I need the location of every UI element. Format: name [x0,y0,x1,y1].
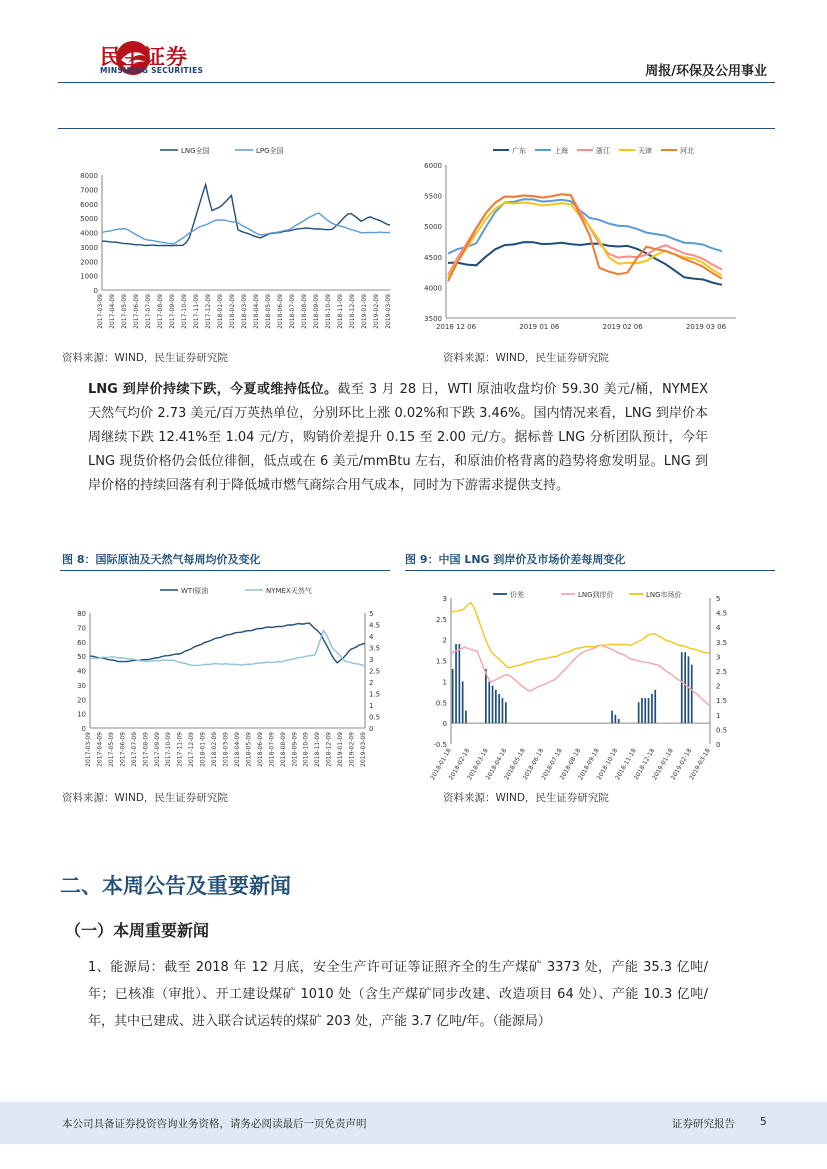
x-tick-label: 2018-02-09 [229,294,236,329]
legend-label-4: 河北 [680,147,694,155]
x-tick-label: 2018-04-09 [253,294,260,329]
x-tick-label: 2018-03-09 [222,732,230,767]
x-tick-label: 2017-11-09 [176,732,184,767]
y-left-tick-label: 0.5 [435,699,447,708]
spread-bar [485,669,487,723]
y-tick-label: 3500 [424,315,442,323]
y-right-tick-label: 3 [716,653,721,662]
x-tick-label: 2018-06-09 [256,732,264,767]
y-right-tick-label: 1.5 [369,690,381,699]
lng-paragraph-lead: LNG 到岸价持续下跌，今夏或维持低位。 [88,382,338,397]
y-right-tick-label: 5 [369,610,374,618]
spread-bar [505,702,507,723]
figure-9-title-rule [405,570,775,571]
spread-bar [452,669,454,723]
y-tick-label: 5000 [80,215,98,224]
legend-label-0: 价差 [510,591,524,599]
y-tick-label: 8000 [80,172,98,180]
x-tick-label: 2017-06-09 [119,732,127,767]
y-right-tick-label: 2.5 [716,668,728,676]
x-tick-label: 2018-02-18 [447,747,472,782]
figure-8-title: 图 8：国际原油及天然气每周均价及变化 [62,553,261,566]
spread-bar [495,690,497,723]
spread-bar [455,644,457,723]
y-left-tick-label: 1 [442,678,447,687]
x-tick-label: 2018-01-09 [217,294,224,329]
report-type: 周报/环保及公用事业 [645,64,767,79]
x-tick-label: 2019-03-09 [385,294,392,329]
x-tick-label: 2017-05-09 [121,294,128,329]
x-tick-label: 2018-11-09 [337,294,344,329]
x-tick-label: 2017-04-09 [96,732,104,767]
y-right-tick-label: 0.5 [369,713,381,722]
series-wti [90,623,365,663]
spread-bar [681,652,683,723]
y-tick-label: 4500 [424,253,442,262]
y-tick-label: 7000 [80,186,98,195]
x-tick-label: 2017-07-09 [145,294,152,329]
y-right-tick-label: 4.5 [716,609,728,618]
spread-bar [488,681,490,723]
x-tick-label: 2018-04-18 [484,747,509,782]
header-divider [58,82,775,83]
x-tick-label: 2019-02-09 [373,294,380,329]
legend-label-0: 广东 [512,147,526,155]
series-lng-market-price [451,603,710,668]
x-tick-label: 2019-02-18 [669,747,694,782]
x-tick-label: 2018-12-09 [325,732,333,767]
y-left-tick-label: 0 [442,720,447,729]
logo-english-name: MINSHENG SECURITIES [100,66,204,75]
subsection-heading: （一）本周重要新闻 [65,921,210,940]
x-tick-label: 2018-02-09 [211,732,219,767]
spread-bar [691,665,693,723]
y-right-tick-label: 1 [716,711,721,720]
y-tick-label: 6000 [424,162,442,170]
y-left-tick-label: 10 [77,710,86,719]
y-right-tick-label: 3.5 [716,638,728,647]
series-4 [448,194,722,281]
oil-gas-weekly-price-chart [60,578,400,783]
logo-chinese-name: 民生证券 [100,45,188,69]
y-right-tick-label: 3 [369,656,374,664]
x-tick-label: 2019-03-18 [688,747,712,782]
legend-label-0: WTI原油 [181,587,209,595]
x-tick-label: 2017-08-09 [157,294,164,329]
x-tick-label: 2017-09-09 [153,732,161,767]
y-right-tick-label: 1 [369,702,374,710]
x-tick-label: 2019 01 06 [519,323,560,331]
figure-top-divider [58,128,775,129]
y-right-tick-label: 0.5 [716,726,728,735]
x-tick-label: 2018-07-09 [289,294,296,329]
spread-bar [644,698,646,723]
y-left-tick-label: 2 [442,636,447,645]
x-tick-label: 2018-08-09 [301,294,308,329]
x-tick-label: 2018-12-18 [632,747,657,782]
lng-spread-weekly-chart [405,578,775,783]
y-tick-label: 4000 [80,229,98,238]
y-left-tick-label: 40 [77,667,86,676]
x-tick-label: 2018-04-09 [233,732,241,767]
x-tick-label: 2018-11-18 [614,747,638,782]
x-tick-label: 2017-03-09 [85,732,92,767]
spread-bar [651,694,653,723]
x-tick-label: 2017-12-09 [205,294,212,329]
y-tick-label: 5000 [424,223,442,232]
x-tick-label: 2018-03-09 [241,294,248,329]
spread-bar [638,702,640,723]
y-right-tick-label: 0 [369,725,374,733]
x-tick-label: 2018-05-18 [503,747,527,782]
news-item-1: 1、能源局：截至 2018 年 12 月底，安全生产许可证等证照齐全的生产煤矿 3373 处，产能 35.3 亿吨/年；已核准（审批）、开工建设煤矿 1010 处（含生产煤矿同步改建、改造项目 64 处）、产能 10.3 亿吨/年，其中已建成、进入联合试运转的煤矿 203 处，产能 3.7 亿吨/年。（能源局） [88,960,708,1029]
y-right-tick-label: 1.5 [716,697,728,706]
x-tick-label: 2017-10-09 [181,294,188,329]
x-tick-label: 2017-03-09 [97,294,104,329]
x-tick-label: 2018-05-09 [265,294,272,329]
footer-report-label: 证券研究报告 [672,1118,735,1130]
y-right-tick-label: 4 [716,624,721,633]
legend-label-1: NYMEX天然气 [266,587,312,595]
y-left-tick-label: 50 [77,653,86,662]
spread-bar [465,711,467,724]
x-tick-label: 2018-05-09 [245,732,253,767]
y-tick-label: 3000 [80,243,98,252]
spread-bar [502,698,504,723]
y-left-tick-label: 2.5 [435,615,447,624]
y-left-tick-label: -0.5 [433,741,447,749]
series-lpg-national [102,213,390,244]
spread-bar [459,644,461,723]
y-right-tick-label: 4 [369,633,374,641]
legend-label-1: LPG全国 [256,147,284,155]
y-right-tick-label: 2.5 [369,667,381,676]
x-tick-label: 2019-02-09 [348,732,356,767]
x-tick-label: 2017-04-09 [109,294,116,329]
x-tick-label: 2017-11-09 [193,294,200,329]
footer-disclaimer: 本公司具备证券投资咨询业务资格，请务必阅读最后一页免责声明 [62,1118,367,1130]
y-left-tick-label: 80 [77,610,86,618]
spread-bar [611,711,613,724]
spread-bar [615,715,617,723]
spread-bar [492,686,494,724]
y-tick-label: 6000 [80,200,98,209]
y-right-tick-label: 2 [716,682,721,691]
y-right-tick-label: 0 [716,741,721,749]
y-right-tick-label: 5 [716,595,721,603]
x-tick-label: 2018-01-09 [199,732,207,767]
regional-lng-price-chart [408,140,748,340]
source-figure-8: 资料来源：WIND，民生证券研究院 [62,792,228,804]
y-right-tick-label: 4.5 [369,621,381,630]
legend-label-2: LNG市场价 [646,591,682,599]
lng-paragraph [88,378,708,498]
x-tick-label: 2019 03 06 [685,323,727,331]
x-tick-label: 2019-01-09 [337,732,345,767]
section-heading: 二、本周公告及重要新闻 [60,874,291,898]
figure-9-title: 图 9：中国 LNG 到岸价及市场价差每周变化 [405,553,626,566]
x-tick-label: 2017-12-09 [188,732,196,767]
x-tick-label: 2019 02 06 [602,323,643,331]
spread-bar [688,656,690,723]
x-tick-label: 2018-11-09 [314,732,322,767]
y-tick-label: 5500 [424,192,442,201]
x-tick-label: 2018-08-09 [279,732,287,767]
x-tick-label: 2018-10-09 [302,732,310,767]
x-tick-label: 2018 12 06 [435,323,477,331]
spread-bar [684,652,686,723]
y-tick-label: 2000 [80,258,98,267]
x-tick-label: 2017-05-09 [107,732,115,767]
x-tick-label: 2018-12-09 [349,294,356,329]
figure-8-title-rule [60,570,390,571]
x-tick-label: 2018-09-09 [291,732,299,767]
x-tick-label: 2018-07-09 [268,732,276,767]
y-tick-label: 1000 [80,272,98,281]
x-tick-label: 2017-09-09 [169,294,176,329]
legend-label-1: LNG到岸价 [578,591,614,599]
x-tick-label: 2018-06-18 [521,747,546,782]
x-tick-label: 2019-03-09 [360,732,367,767]
x-tick-label: 2018-01-18 [429,747,453,782]
x-tick-label: 2018-08-18 [558,747,583,782]
y-right-tick-label: 3.5 [369,644,381,653]
spread-bar [654,690,656,723]
y-left-tick-label: 30 [77,681,86,690]
x-tick-label: 2017-10-09 [165,732,173,767]
x-tick-label: 2018-06-09 [277,294,284,329]
y-left-tick-label: 0 [81,725,86,733]
lng-lpg-price-chart [60,140,400,345]
y-left-tick-label: 20 [77,696,86,705]
y-left-tick-label: 1.5 [435,657,447,666]
series-0 [448,242,722,285]
x-tick-label: 2017-07-09 [130,732,138,767]
y-right-tick-label: 2 [369,679,374,687]
x-tick-label: 2018-03-18 [466,747,490,782]
series-lng-national [102,185,390,246]
page-number: 5 [760,1116,767,1128]
y-tick-label: 4000 [424,284,442,293]
lng-paragraph-body: 截至 3 月 28 日，WTI 原油收盘均价 59.30 美元/桶，NYMEX 天然气均价 2.73 美元/百万英热单位，分别环比上涨 0.02%和下跌 3.46%。国内情况来看，LNG 到岸价本周继续下跌 12.41%至 1.04 元/方，购销价差提升 0.15 至 2.00 元/方。据标普 LNG 分析团队预计，今年 LNG 现货价格仍会低位徘徊，低点或在 6 美元/mmBtu 左右，和原油价格背离的趋势将愈发明显。LNG 到岸价格的持续回落有利于降低城市燃气商综合用气成本，同时为下游需求提供支持。 [88,382,708,493]
x-tick-label: 2019-01-18 [651,747,675,782]
spread-bar [462,681,464,723]
spread-bar [618,719,620,723]
spread-bar [648,698,650,723]
x-tick-label: 2018-10-18 [595,747,620,782]
legend-label-2: 浙江 [596,147,610,155]
y-left-tick-label: 60 [77,638,86,647]
source-top-right: 资料来源：WIND，民生证券研究院 [443,352,609,364]
source-top-left: 资料来源：WIND，民生证券研究院 [62,352,228,364]
x-tick-label: 2017-08-09 [142,732,150,767]
y-left-tick-label: 3 [442,595,447,603]
y-left-tick-label: 70 [77,624,86,633]
x-tick-label: 2018-09-09 [313,294,320,329]
legend-label-1: 上海 [554,147,568,155]
legend-label-3: 天津 [638,147,652,155]
x-tick-label: 2017-06-09 [133,294,140,329]
series-2 [448,194,722,275]
x-tick-label: 2019-01-09 [361,294,368,329]
spread-bar [498,694,500,723]
spread-bar [641,698,643,723]
x-tick-label: 2018-07-18 [540,747,564,782]
x-tick-label: 2018-09-18 [577,747,601,782]
y-tick-label: 0 [93,287,98,295]
legend-label-0: LNG全国 [181,147,210,155]
source-figure-9: 资料来源：WIND，民生证券研究院 [443,792,609,804]
x-tick-label: 2018-10-09 [325,294,332,329]
